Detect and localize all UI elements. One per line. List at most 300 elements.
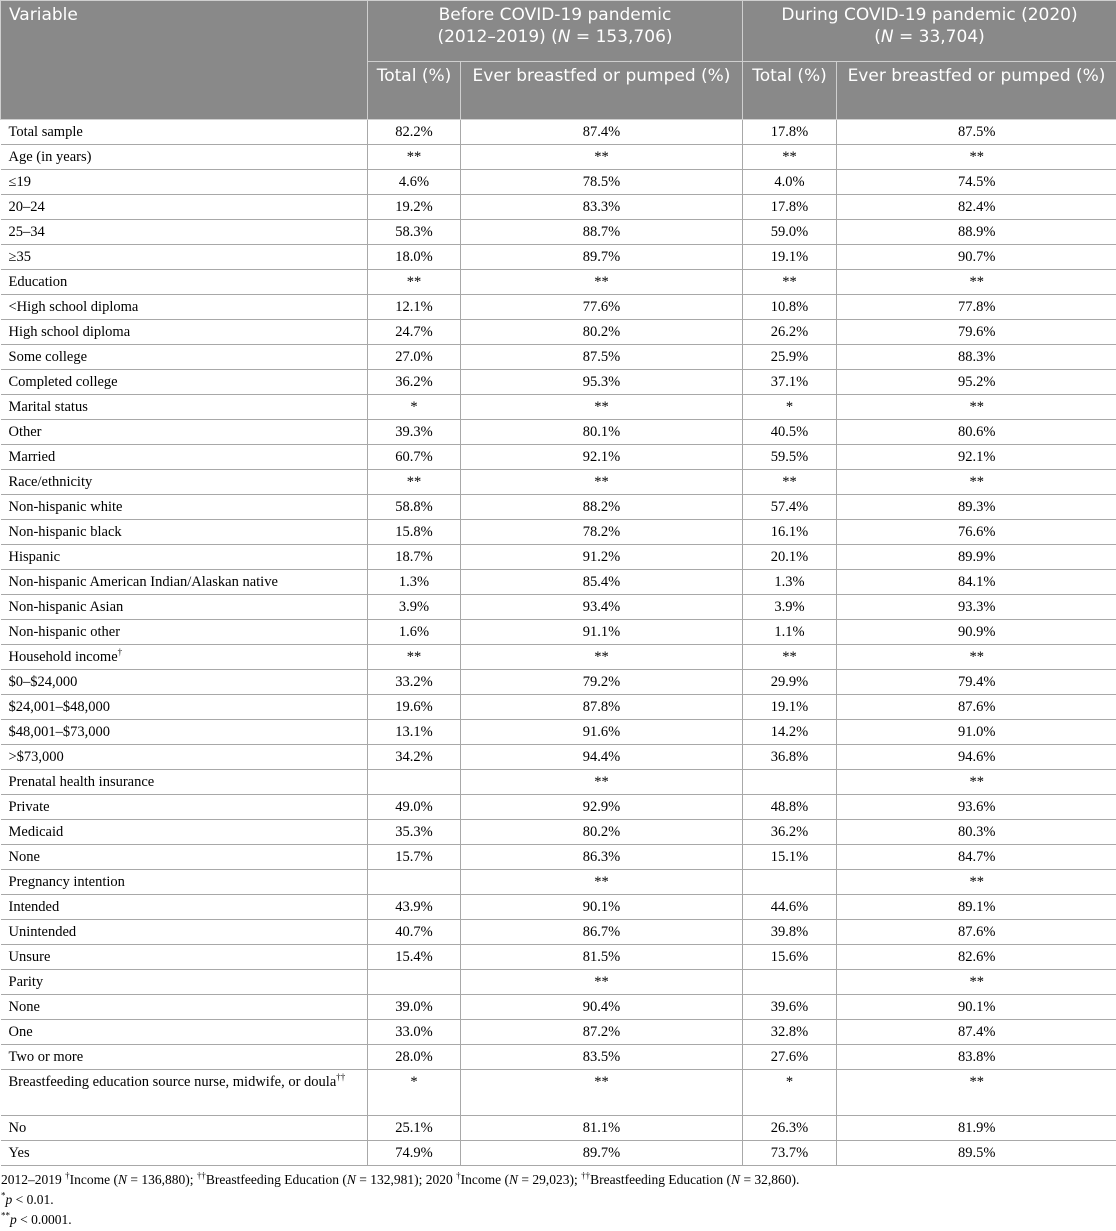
before-total-cell: 4.6% xyxy=(368,170,461,195)
during-total-cell: 17.8% xyxy=(743,120,837,145)
row-label xyxy=(1,320,368,345)
during-ever-cell: ** xyxy=(837,770,1116,795)
before-ever-cell: 83.3% xyxy=(461,195,743,220)
during-ever-cell: ** xyxy=(837,645,1116,670)
during-ever-cell: 87.5% xyxy=(837,120,1116,145)
during-ever-cell: 79.4% xyxy=(837,670,1116,695)
before-total-cell xyxy=(368,970,461,995)
table-row xyxy=(1,1045,1116,1070)
header-during-line1: During COVID-19 pandemic (2020) xyxy=(781,5,1078,25)
during-total-cell: 10.8% xyxy=(743,295,837,320)
during-ever-cell: 83.8% xyxy=(837,1045,1116,1070)
row-label xyxy=(1,545,368,570)
table-row xyxy=(1,770,1116,795)
row-label xyxy=(1,670,368,695)
before-ever-cell: ** xyxy=(461,970,743,995)
row-label-text: $48,001–$73,000 xyxy=(8,723,110,740)
row-label-text: $24,001–$48,000 xyxy=(8,698,110,715)
row-label-text: Age (in years) xyxy=(8,148,92,165)
before-ever-cell: 87.8% xyxy=(461,695,743,720)
row-label xyxy=(1,1070,368,1116)
header-during-total-label: Total (%) xyxy=(752,65,827,86)
during-total-cell: 39.6% xyxy=(743,995,837,1020)
before-ever-cell: ** xyxy=(461,395,743,420)
table-row xyxy=(1,445,1116,470)
during-ever-cell: 89.9% xyxy=(837,545,1116,570)
header-during-line2-pre: ( xyxy=(874,27,881,47)
row-label xyxy=(1,920,368,945)
during-ever-cell: 92.1% xyxy=(837,445,1116,470)
footnote-segment: p xyxy=(5,1192,13,1207)
footnote-segment: Income ( xyxy=(460,1172,509,1187)
during-ever-cell: ** xyxy=(837,270,1116,295)
table-row xyxy=(1,720,1116,745)
table-row xyxy=(1,395,1116,420)
footnote-segment: Breastfeeding Education ( xyxy=(205,1172,347,1187)
header-during-ever-label: Ever breastfed or pumped (%) xyxy=(847,65,1106,86)
before-ever-cell: 87.4% xyxy=(461,120,743,145)
table-row xyxy=(1,895,1116,920)
before-ever-cell: 80.2% xyxy=(461,820,743,845)
row-label xyxy=(1,220,368,245)
during-total-cell xyxy=(743,770,837,795)
before-ever-cell: 93.4% xyxy=(461,595,743,620)
during-total-cell: 19.1% xyxy=(743,695,837,720)
during-total-cell: 40.5% xyxy=(743,420,837,445)
before-total-cell: 39.0% xyxy=(368,995,461,1020)
table-row xyxy=(1,1070,1116,1116)
during-total-cell: 3.9% xyxy=(743,595,837,620)
table-row xyxy=(1,670,1116,695)
row-label-text: Married xyxy=(8,448,56,465)
during-ever-cell: 89.3% xyxy=(837,495,1116,520)
during-ever-cell: 90.1% xyxy=(837,995,1116,1020)
row-label xyxy=(1,845,368,870)
during-total-cell: ** xyxy=(743,270,837,295)
header-during-pandemic xyxy=(743,1,1116,62)
during-total-cell: 15.6% xyxy=(743,945,837,970)
row-label-text: Intended xyxy=(8,898,60,915)
table-row xyxy=(1,1116,1116,1141)
before-ever-cell: 88.2% xyxy=(461,495,743,520)
during-total-cell: 15.1% xyxy=(743,845,837,870)
before-ever-cell: 95.3% xyxy=(461,370,743,395)
during-ever-cell: 87.6% xyxy=(837,920,1116,945)
row-label-text: 25–34 xyxy=(8,223,45,240)
footnote-segment: N xyxy=(117,1172,127,1187)
table-row xyxy=(1,420,1116,445)
during-total-cell: 26.3% xyxy=(743,1116,837,1141)
during-total-cell: 26.2% xyxy=(743,320,837,345)
before-total-cell: 60.7% xyxy=(368,445,461,470)
during-total-cell: 57.4% xyxy=(743,495,837,520)
before-total-cell: 25.1% xyxy=(368,1116,461,1141)
during-total-cell xyxy=(743,870,837,895)
before-total-cell: 15.4% xyxy=(368,945,461,970)
before-total-cell: 19.6% xyxy=(368,695,461,720)
row-label xyxy=(1,170,368,195)
row-label-text: Parity xyxy=(8,973,44,990)
during-ever-cell: 74.5% xyxy=(837,170,1116,195)
during-ever-cell: 82.4% xyxy=(837,195,1116,220)
table-row xyxy=(1,695,1116,720)
table-row xyxy=(1,745,1116,770)
before-ever-cell: 94.4% xyxy=(461,745,743,770)
before-ever-cell: 90.4% xyxy=(461,995,743,1020)
before-ever-cell: 87.5% xyxy=(461,345,743,370)
row-label xyxy=(1,945,368,970)
table-row xyxy=(1,345,1116,370)
before-total-cell: 15.8% xyxy=(368,520,461,545)
before-total-cell: 18.7% xyxy=(368,545,461,570)
before-total-cell: * xyxy=(368,395,461,420)
row-label xyxy=(1,370,368,395)
table-row xyxy=(1,1141,1116,1166)
row-label-text: Non-hispanic white xyxy=(8,498,123,515)
before-total-cell: 28.0% xyxy=(368,1045,461,1070)
before-total-cell xyxy=(368,870,461,895)
before-ever-cell: 83.5% xyxy=(461,1045,743,1070)
before-total-cell: 3.9% xyxy=(368,595,461,620)
before-total-cell: 18.0% xyxy=(368,245,461,270)
before-total-cell: 74.9% xyxy=(368,1141,461,1166)
table-row xyxy=(1,370,1116,395)
before-ever-cell: ** xyxy=(461,870,743,895)
row-label-text: None xyxy=(8,998,40,1015)
before-ever-cell: 81.5% xyxy=(461,945,743,970)
during-total-cell: ** xyxy=(743,145,837,170)
during-ever-cell: ** xyxy=(837,470,1116,495)
during-total-cell: 16.1% xyxy=(743,520,837,545)
header-before-ever xyxy=(461,61,743,119)
during-ever-cell: 76.6% xyxy=(837,520,1116,545)
row-label xyxy=(1,570,368,595)
row-label-text: Yes xyxy=(8,1144,30,1161)
during-ever-cell: 90.9% xyxy=(837,620,1116,645)
during-total-cell: ** xyxy=(743,645,837,670)
footnotes xyxy=(0,1170,799,1230)
before-ever-cell: ** xyxy=(461,145,743,170)
table-row xyxy=(1,995,1116,1020)
during-total-cell: 25.9% xyxy=(743,345,837,370)
row-label-text: Household income xyxy=(8,648,118,665)
row-label-text: Total sample xyxy=(8,123,83,140)
during-total-cell: 19.1% xyxy=(743,245,837,270)
footnote-segment: N xyxy=(731,1172,741,1187)
row-label-text: Some college xyxy=(8,348,88,365)
footnote-segment: N xyxy=(346,1172,356,1187)
row-label-text: Unsure xyxy=(8,948,51,965)
row-label-text: Non-hispanic black xyxy=(8,523,122,540)
table-row xyxy=(1,795,1116,820)
row-label xyxy=(1,245,368,270)
before-ever-cell: 91.2% xyxy=(461,545,743,570)
table-row xyxy=(1,195,1116,220)
table-row xyxy=(1,120,1116,145)
row-label-text: Medicaid xyxy=(8,823,64,840)
row-label xyxy=(1,620,368,645)
before-total-cell: 33.2% xyxy=(368,670,461,695)
row-label xyxy=(1,820,368,845)
before-total-cell: 58.8% xyxy=(368,495,461,520)
before-total-cell: 19.2% xyxy=(368,195,461,220)
table-row xyxy=(1,945,1116,970)
during-total-cell: 73.7% xyxy=(743,1141,837,1166)
table-row xyxy=(1,1020,1116,1045)
footnote-segment: = 132,981); 2020 xyxy=(355,1172,457,1187)
before-total-cell xyxy=(368,770,461,795)
during-total-cell: * xyxy=(743,395,837,420)
during-total-cell: 39.8% xyxy=(743,920,837,945)
before-total-cell: 82.2% xyxy=(368,120,461,145)
during-ever-cell: 93.3% xyxy=(837,595,1116,620)
footnote-segment: N xyxy=(508,1172,518,1187)
row-label xyxy=(1,445,368,470)
row-label-text: Prenatal health insurance xyxy=(8,773,155,790)
during-total-cell: 36.8% xyxy=(743,745,837,770)
before-total-cell: 27.0% xyxy=(368,345,461,370)
during-ever-cell: 88.9% xyxy=(837,220,1116,245)
during-total-cell: ** xyxy=(743,470,837,495)
row-label-text: Unintended xyxy=(8,923,77,940)
during-ever-cell: 95.2% xyxy=(837,370,1116,395)
header-variable xyxy=(1,1,368,120)
footnote-segment: p xyxy=(10,1212,17,1227)
before-total-cell: 1.6% xyxy=(368,620,461,645)
row-label xyxy=(1,645,368,670)
table-row xyxy=(1,320,1116,345)
footnote-segment: †† xyxy=(196,1170,206,1181)
row-label xyxy=(1,1116,368,1141)
row-label-text: Education xyxy=(8,273,68,290)
row-label xyxy=(1,995,368,1020)
row-label-footnote-mark: †† xyxy=(336,1071,346,1082)
row-label xyxy=(1,120,368,145)
row-label xyxy=(1,795,368,820)
before-ever-cell: 85.4% xyxy=(461,570,743,595)
row-label-text: Other xyxy=(8,423,42,440)
before-ever-cell: 81.1% xyxy=(461,1116,743,1141)
table-row xyxy=(1,820,1116,845)
row-label-text: One xyxy=(8,1023,33,1040)
row-label-text: >$73,000 xyxy=(8,748,64,765)
footnote-p-00001 xyxy=(1,1210,799,1230)
before-ever-cell: 88.7% xyxy=(461,220,743,245)
row-label-text: No xyxy=(8,1119,27,1136)
during-ever-cell: 81.9% xyxy=(837,1116,1116,1141)
footnote-segment: 2012–2019 xyxy=(1,1172,66,1187)
before-total-cell: 33.0% xyxy=(368,1020,461,1045)
table-row xyxy=(1,620,1116,645)
header-before-ever-label: Ever breastfed or pumped (%) xyxy=(472,65,731,86)
table-row xyxy=(1,220,1116,245)
row-label-text: $0–$24,000 xyxy=(8,673,78,690)
row-label xyxy=(1,145,368,170)
row-label xyxy=(1,970,368,995)
before-total-cell: ** xyxy=(368,145,461,170)
before-ever-cell: 91.1% xyxy=(461,620,743,645)
row-label-text: 20–24 xyxy=(8,198,45,215)
during-ever-cell: 91.0% xyxy=(837,720,1116,745)
before-total-cell: * xyxy=(368,1070,461,1116)
table-row xyxy=(1,145,1116,170)
header-before-total-label: Total (%) xyxy=(376,65,452,86)
row-label xyxy=(1,1020,368,1045)
row-label-text: High school diploma xyxy=(8,323,131,340)
before-total-cell: 43.9% xyxy=(368,895,461,920)
table-row xyxy=(1,570,1116,595)
footnote-segment: Breastfeeding Education ( xyxy=(590,1172,732,1187)
before-ever-cell: ** xyxy=(461,270,743,295)
footnote-segment: ** xyxy=(1,1210,10,1221)
before-ever-cell: 78.2% xyxy=(461,520,743,545)
during-ever-cell: 80.3% xyxy=(837,820,1116,845)
row-label xyxy=(1,495,368,520)
row-label xyxy=(1,595,368,620)
before-ever-cell: 86.3% xyxy=(461,845,743,870)
header-before-total xyxy=(368,61,461,119)
during-ever-cell: 87.4% xyxy=(837,1020,1116,1045)
before-total-cell: ** xyxy=(368,470,461,495)
during-total-cell: 32.8% xyxy=(743,1020,837,1045)
during-ever-cell: ** xyxy=(837,1070,1116,1116)
during-ever-cell: 79.6% xyxy=(837,320,1116,345)
row-label-text: Completed college xyxy=(8,373,118,390)
during-total-cell: 1.1% xyxy=(743,620,837,645)
footnote-segment: †† xyxy=(581,1170,591,1181)
table-row xyxy=(1,870,1116,895)
before-ever-cell: ** xyxy=(461,470,743,495)
during-total-cell: 14.2% xyxy=(743,720,837,745)
during-ever-cell: 87.6% xyxy=(837,695,1116,720)
during-ever-cell: 84.7% xyxy=(837,845,1116,870)
during-ever-cell: 90.7% xyxy=(837,245,1116,270)
during-ever-cell: 77.8% xyxy=(837,295,1116,320)
header-before-line2-pre: (2012–2019) ( xyxy=(437,27,558,47)
before-total-cell: ** xyxy=(368,270,461,295)
row-label-text: <High school diploma xyxy=(8,298,139,315)
footnote-segment: = 32,860). xyxy=(740,1172,800,1187)
before-ever-cell: 90.1% xyxy=(461,895,743,920)
during-ever-cell: 84.1% xyxy=(837,570,1116,595)
before-ever-cell: 92.1% xyxy=(461,445,743,470)
before-ever-cell: 77.6% xyxy=(461,295,743,320)
header-during-n: N xyxy=(880,27,894,47)
during-total-cell: 37.1% xyxy=(743,370,837,395)
row-label xyxy=(1,720,368,745)
during-total-cell: 20.1% xyxy=(743,545,837,570)
table-row xyxy=(1,270,1116,295)
row-label xyxy=(1,1045,368,1070)
table-body xyxy=(1,120,1116,1166)
row-label-text: ≤19 xyxy=(8,173,31,190)
during-ever-cell: 93.6% xyxy=(837,795,1116,820)
footnote-segment: = 29,023); xyxy=(517,1172,582,1187)
row-label xyxy=(1,345,368,370)
row-label-text: Non-hispanic other xyxy=(8,623,121,640)
before-ever-cell: 80.2% xyxy=(461,320,743,345)
during-total-cell: * xyxy=(743,1070,837,1116)
table-row xyxy=(1,970,1116,995)
before-total-cell: ** xyxy=(368,645,461,670)
footnote-segment: † xyxy=(456,1170,461,1181)
before-total-cell: 1.3% xyxy=(368,570,461,595)
table-row xyxy=(1,920,1116,945)
row-label xyxy=(1,295,368,320)
before-ever-cell: 79.2% xyxy=(461,670,743,695)
before-total-cell: 40.7% xyxy=(368,920,461,945)
row-label-text: Marital status xyxy=(8,398,88,415)
header-variable-label: Variable xyxy=(9,5,78,25)
header-before-pandemic xyxy=(368,1,743,62)
header-during-ever xyxy=(837,61,1116,119)
before-ever-cell: ** xyxy=(461,770,743,795)
during-total-cell: 27.6% xyxy=(743,1045,837,1070)
row-label xyxy=(1,395,368,420)
row-label-text: Race/ethnicity xyxy=(8,473,93,490)
before-total-cell: 35.3% xyxy=(368,820,461,845)
during-ever-cell: ** xyxy=(837,870,1116,895)
during-ever-cell: ** xyxy=(837,145,1116,170)
footnote-p-001 xyxy=(1,1190,799,1210)
row-label xyxy=(1,420,368,445)
table-row xyxy=(1,470,1116,495)
before-total-cell: 34.2% xyxy=(368,745,461,770)
during-total-cell: 29.9% xyxy=(743,670,837,695)
during-total-cell: 1.3% xyxy=(743,570,837,595)
header-before-line2-post: = 153,706) xyxy=(570,27,673,47)
header-before-n: N xyxy=(557,27,571,47)
row-label xyxy=(1,270,368,295)
before-total-cell: 12.1% xyxy=(368,295,461,320)
table-row xyxy=(1,170,1116,195)
before-total-cell: 13.1% xyxy=(368,720,461,745)
before-ever-cell: 78.5% xyxy=(461,170,743,195)
table-row xyxy=(1,595,1116,620)
before-ever-cell: 91.6% xyxy=(461,720,743,745)
row-label-text: None xyxy=(8,848,40,865)
row-label-text: Non-hispanic Asian xyxy=(8,598,124,615)
during-total-cell: 59.0% xyxy=(743,220,837,245)
row-label xyxy=(1,470,368,495)
during-total-cell: 44.6% xyxy=(743,895,837,920)
during-ever-cell: ** xyxy=(837,395,1116,420)
before-ever-cell: ** xyxy=(461,645,743,670)
footnote-segment: Income ( xyxy=(69,1172,118,1187)
row-label xyxy=(1,895,368,920)
row-label xyxy=(1,695,368,720)
before-ever-cell: 89.7% xyxy=(461,1141,743,1166)
row-label xyxy=(1,745,368,770)
before-total-cell: 24.7% xyxy=(368,320,461,345)
during-ever-cell: 88.3% xyxy=(837,345,1116,370)
row-label xyxy=(1,195,368,220)
footnote-segment: < 0.01. xyxy=(12,1192,54,1207)
table-row xyxy=(1,645,1116,670)
table-row xyxy=(1,845,1116,870)
during-total-cell: 36.2% xyxy=(743,820,837,845)
row-label xyxy=(1,870,368,895)
during-total-cell: 17.8% xyxy=(743,195,837,220)
footnote-segment: † xyxy=(65,1170,70,1181)
header-during-total xyxy=(743,61,837,119)
during-ever-cell: ** xyxy=(837,970,1116,995)
before-ever-cell: 80.1% xyxy=(461,420,743,445)
row-label-text: Breastfeeding education source nurse, midwife, or doula xyxy=(8,1073,337,1090)
row-label-text: Hispanic xyxy=(8,548,61,565)
during-total-cell: 4.0% xyxy=(743,170,837,195)
row-label xyxy=(1,770,368,795)
